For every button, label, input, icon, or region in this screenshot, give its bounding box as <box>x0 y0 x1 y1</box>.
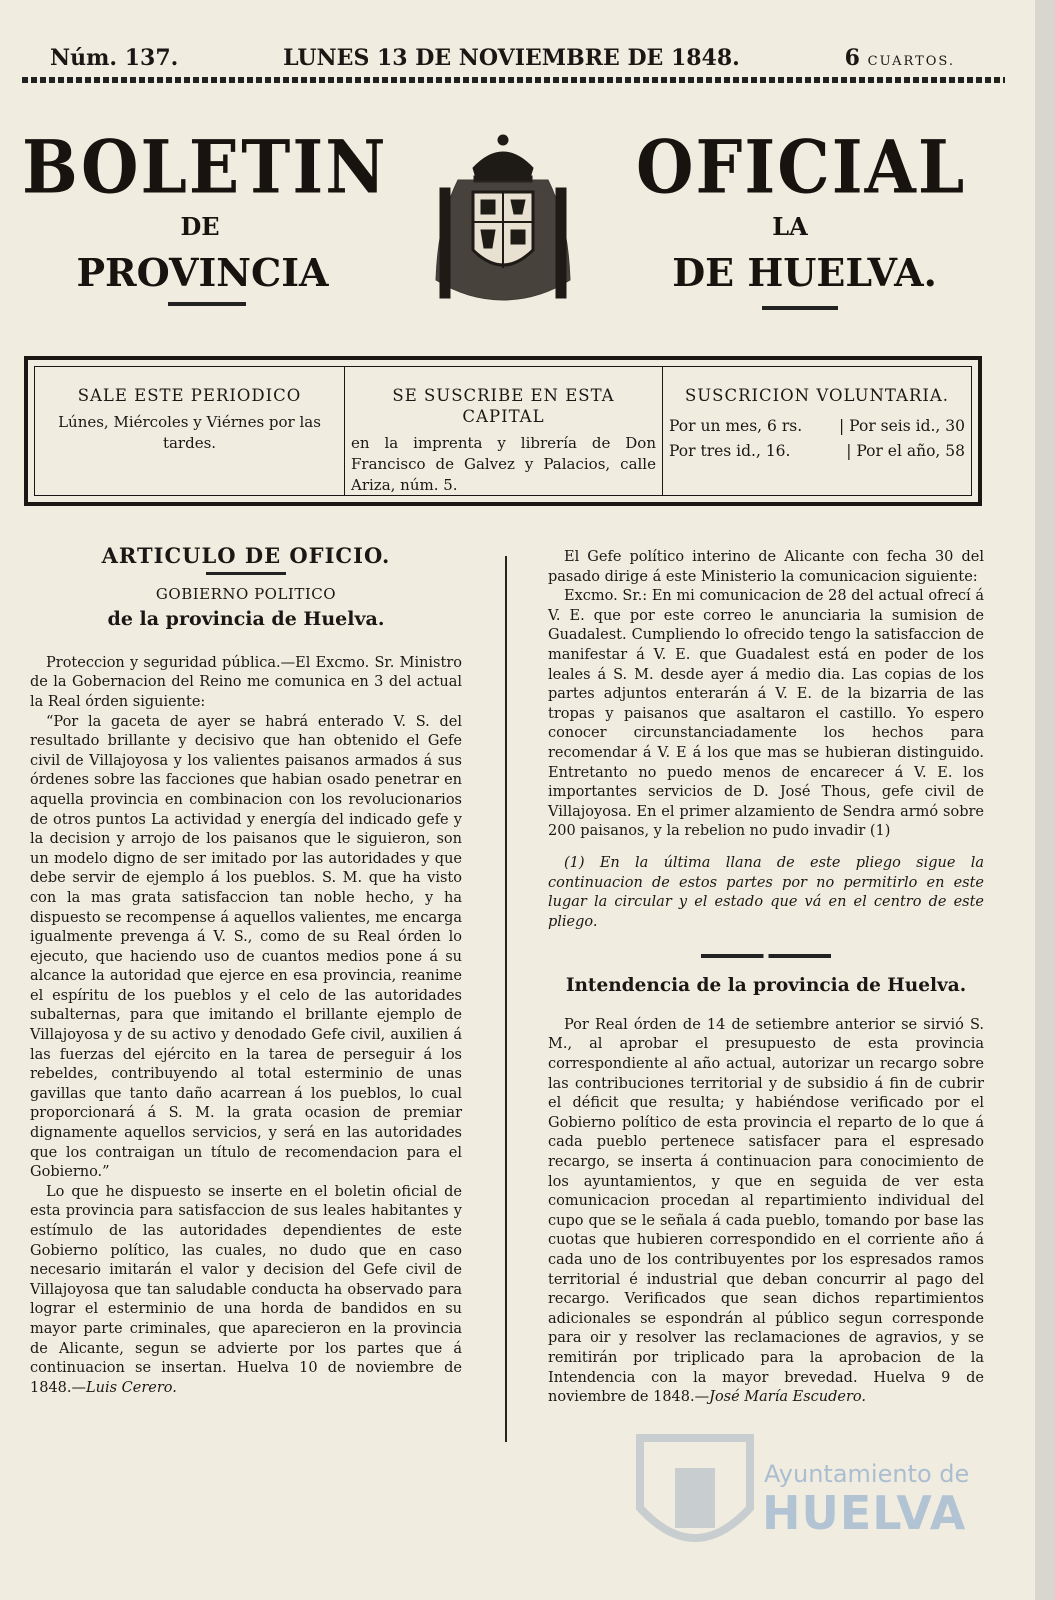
price-one-month: Por un mes, 6 rs. <box>669 417 803 435</box>
right-column <box>548 548 984 1408</box>
info-publication-days <box>35 367 345 495</box>
page-edge <box>1035 0 1055 1600</box>
watermark-line2: HUELVA <box>762 1486 967 1540</box>
issue-line <box>50 44 955 72</box>
masthead-oficial: OFICIAL <box>636 124 967 210</box>
ornamental-rule <box>22 77 1005 83</box>
signature-escudero: José María Escudero. <box>709 1389 866 1406</box>
issue-price: 6 CUARTOS. <box>844 45 955 71</box>
info-prices <box>663 367 971 495</box>
info-text-days: Lúnes, Miércoles y Viérnes por las tardes. <box>58 413 321 452</box>
info-box <box>24 356 982 506</box>
heading-rule <box>206 572 286 575</box>
issue-date: LUNES 13 DE NOVIEMBRE DE 1848. <box>283 45 740 71</box>
section-provincia: de la provincia de Huelva. <box>107 608 385 631</box>
section-gobierno: GOBIERNO POLITICO <box>155 584 337 603</box>
paragraph-dispuesto: Lo que he dispuesto se inserte en el boletin oficial de esta provincia para satisfaccion de sus leales habitantes y estímulo de las autoridades dependientes de este Gobierno político, las cuales, no dudo que en caso necesario imitarán el valor y decision del Gefe civil de Villajoyosa que tan saludable conducta ha observado para lograr el esterminio de una horda de bandidos en su mayor parte criminales, que aparecieron en la provincia de Alicante, segun se advierte por los partes que á continuacion se insertan. Huelva 10 de noviembre de 1848.—Luis Cerero. <box>30 1183 462 1396</box>
price-six-months: | Por seis id., 30 <box>839 417 965 435</box>
info-text-subscribe: en la imprenta y librería de Don Francisco de Galvez y Palacios, calle Ariza, núm. 5. <box>351 434 656 494</box>
paragraph-real-orden: “Por la gaceta de ayer se habrá enterado V. S. del resultado brillante y decisivo que han obtenido el Gefe civil de Villajoyosa y los valientes paisanos armados á sus órdenes sobre las facciones que habian osado penetrar en aquella provincia en combinacion con los revolucionarios de otros puntos La actividad y energía del indicado gefe y la decision y arrojo de los paisanos que le siguieron, son un modelo digno de ser imitado por las autoridades y que debe servir de ejemplo á los pueblos. S. M. que ha visto con la mas grata satisfaccion tan noble hecho, y ha dispuesto se recompense á aquellos valientes, me encarga igualmente prevenga á V. S., como de su Real órden lo ejecuto, que haciendo uso de cuantos medios pone á su alcance la autoridad que ejerce en esa provincia, reanime el espíritu de los pueblos y el celo de las autoridades subalternas, para que imitando el brillante ejemplo de Villajoyosa y de su activo y denodado Gefe civil, auxilien á las fuerzas del ejército en la tarea de perseguir á los rebeldes, contribuyendo al total esterminio de unas gavillas que tanto daño acarrean á los pueblos, lo cual proporcionará á S. M. la grata ocasion de premiar dignamente aquellos servicios, y será en las autoridades que los contraigan un título de recomendacion para el Gobierno.” <box>30 713 462 1181</box>
masthead-underline-right <box>762 306 838 310</box>
section-intendencia: Intendencia de la provincia de Huelva. <box>565 975 967 997</box>
info-title-subscribe: SE SUSCRIBE EN ESTA CAPITAL <box>392 386 615 426</box>
masthead-de-huelva: DE HUELVA. <box>672 250 937 295</box>
paragraph-excmo: Excmo. Sr.: En mi comunicacion de 28 del actual ofrecí á V. E. que por este correo le anunciaria la sumision de Guadalest. Cumpliendo lo ofrecido tengo la satisfaccion de manifestar á V. E. que Guadalest está en poder de los leales á S. M. desde ayer á medio dia. Las copias de los partes adjuntos enterarán á V. E. de la bizarria de las tropas y paisanos que asaltaron el castillo. Yo espero conocer circunstanciadamente los hechos para recomendar á V. E á los que mas se hubieran distinguido. Entretanto no puedo menos de encarecer á V. E. los importantes servicios de D. José Thous, gefe civil de Villajoyosa. En el primer alzamiento de Sendra armó sobre 200 paisanos, y la rebelion no pudo invadir (1) <box>548 588 984 840</box>
info-title-prices: SUSCRICION VOLUNTARIA. <box>684 386 950 405</box>
info-title-days: SALE ESTE PERIODICO <box>77 386 302 405</box>
masthead-provincia: PROVINCIA <box>76 250 329 295</box>
left-column <box>30 543 462 1398</box>
info-subscribe <box>345 367 663 495</box>
paragraph-alicante: El Gefe político interino de Alicante con fecha 30 del pasado dirige á este Ministerio la comunicacion siguiente: <box>548 549 984 585</box>
masthead-la: LA <box>772 212 808 241</box>
price-three-months: Por tres id., 16. <box>669 442 791 460</box>
footnote: (1) En la última llana de este pliego sigue la continuacion de estos partes por no permitirlo en este lugar la circular y el estado que vá en el centro de este pliego. <box>548 854 984 930</box>
column-divider <box>505 556 507 1442</box>
issue-number: Núm. 137. <box>50 45 179 71</box>
masthead-de: DE <box>180 212 220 241</box>
masthead-boletin: BOLETIN <box>22 124 388 210</box>
royal-coat-of-arms-icon <box>418 130 588 305</box>
price-year: | Por el año, 58 <box>846 442 965 460</box>
watermark-line1: Ayuntamiento de <box>764 1460 970 1488</box>
paragraph-proteccion: Proteccion y seguridad pública.—El Excmo. Sr. Ministro de la Gobernacion del Reino me comunica en 3 del actual la Real órden siguiente: <box>30 654 462 710</box>
masthead-underline-left <box>168 302 246 306</box>
paragraph-intendencia: Por Real órden de 14 de setiembre anterior se sirvió S. M., al aprobar el presupuesto de esta provincia correspondiente al año actual, autorizar un recargo sobre las contribuciones territorial y de subsidio á fin de cubrir el déficit que resulta; y habiéndose verificado por el Gobierno político de esta provincia el reparto de lo que á cada pueblo pertenece satisfacer para el espresado recargo, se inserta á continuacion para conocimiento de los ayuntamientos, y que en seguida de ver esta comunicacion procedan al repartimiento individual del cupo que se le señala á cada pueblo, tomando por base las cuotas que hubieren correspondido en el corriente año á cada uno de los contribuyentes por los espresados ramos territorial é industrial que deban concurrir al pago del recargo. Verificados que sean dichos repartimientos adicionales se espondrán al público segun corresponde para oir y resolver las reclamaciones de agravios, y se remitirán por triplicado para la aprobacion de la Intendencia con la mayor brevedad. Huelva 9 de noviembre de 1848.—José María Escudero. <box>548 1016 984 1406</box>
signature-cerero: Luis Cerero. <box>86 1379 177 1396</box>
archive-shield-watermark-icon <box>630 1428 760 1568</box>
section-divider <box>701 954 831 958</box>
article-heading: ARTICULO DE OFICIO. <box>101 543 391 568</box>
